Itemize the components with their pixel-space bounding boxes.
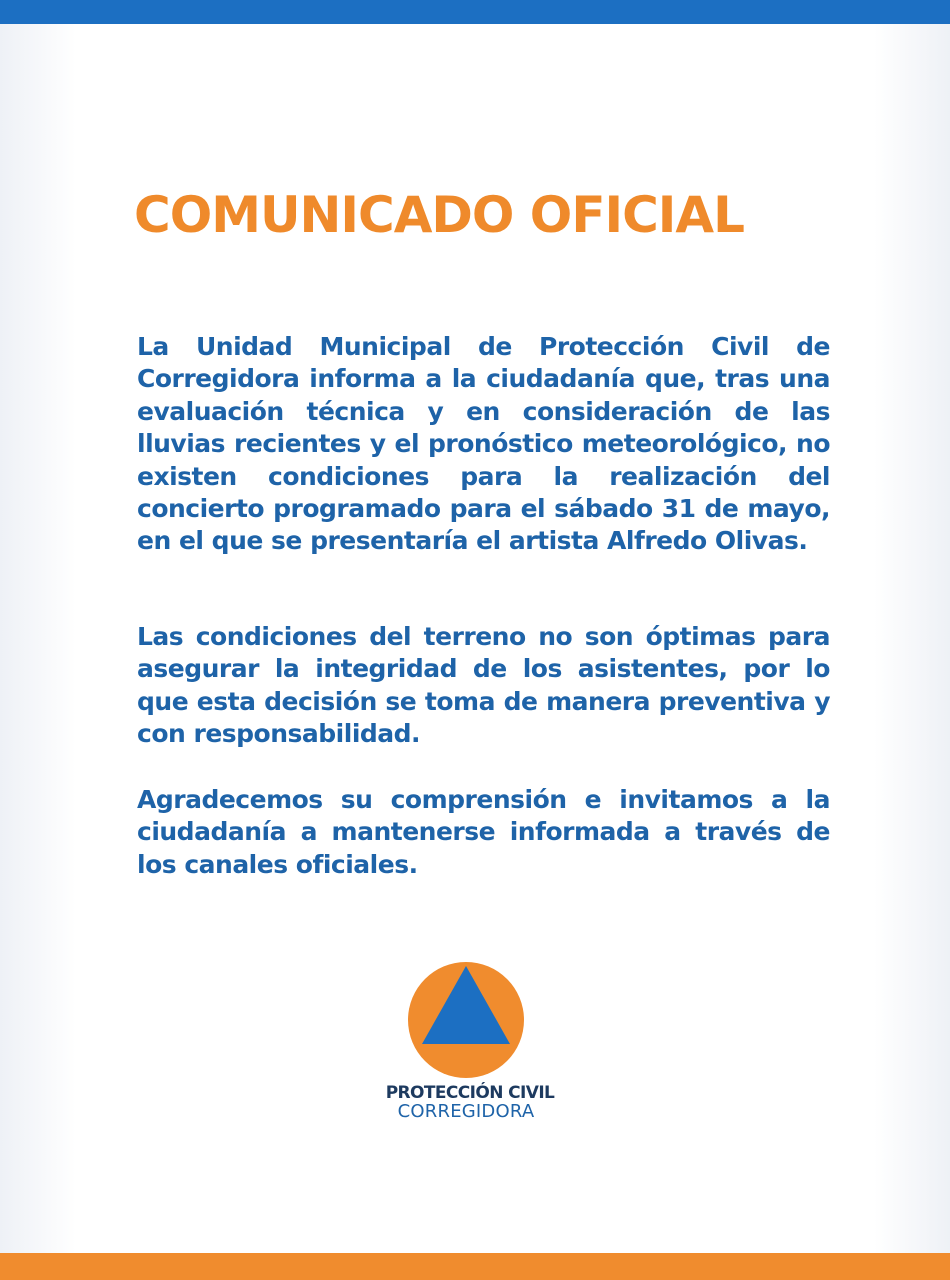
paragraph-1: La Unidad Municipal de Protección Civil de Corregidora informa a la ciudadanía que, tras una evaluación técnica y en consideración de las lluvias recientes y el pronóstico meteorológico, no existen condiciones para la realización del concierto programado para el sábado 31 de mayo, en el que se presentaría el artista Alfredo Olivas. [137, 332, 830, 556]
paragraph-2: Las condiciones del terreno no son óptimas para asegurar la integridad de los asistentes, por lo que esta decisión se toma de manera preventiva y con responsabilidad. [137, 622, 830, 749]
civil-protection-logo-icon [408, 962, 524, 1078]
bottom-color-bar [0, 1253, 950, 1280]
logo-text-proteccion-civil: PROTECCIÓN CIVIL [385, 1083, 555, 1103]
paragraph-3: Agradecemos su comprensión e invitamos a la ciudadanía a mantenerse informada a través de los canales oficiales. [137, 785, 830, 879]
top-color-bar [0, 0, 950, 24]
logo-text-corregidora: CORREGIDORA [397, 1101, 535, 1122]
page-title: COMUNICADO OFICIAL [134, 186, 744, 244]
